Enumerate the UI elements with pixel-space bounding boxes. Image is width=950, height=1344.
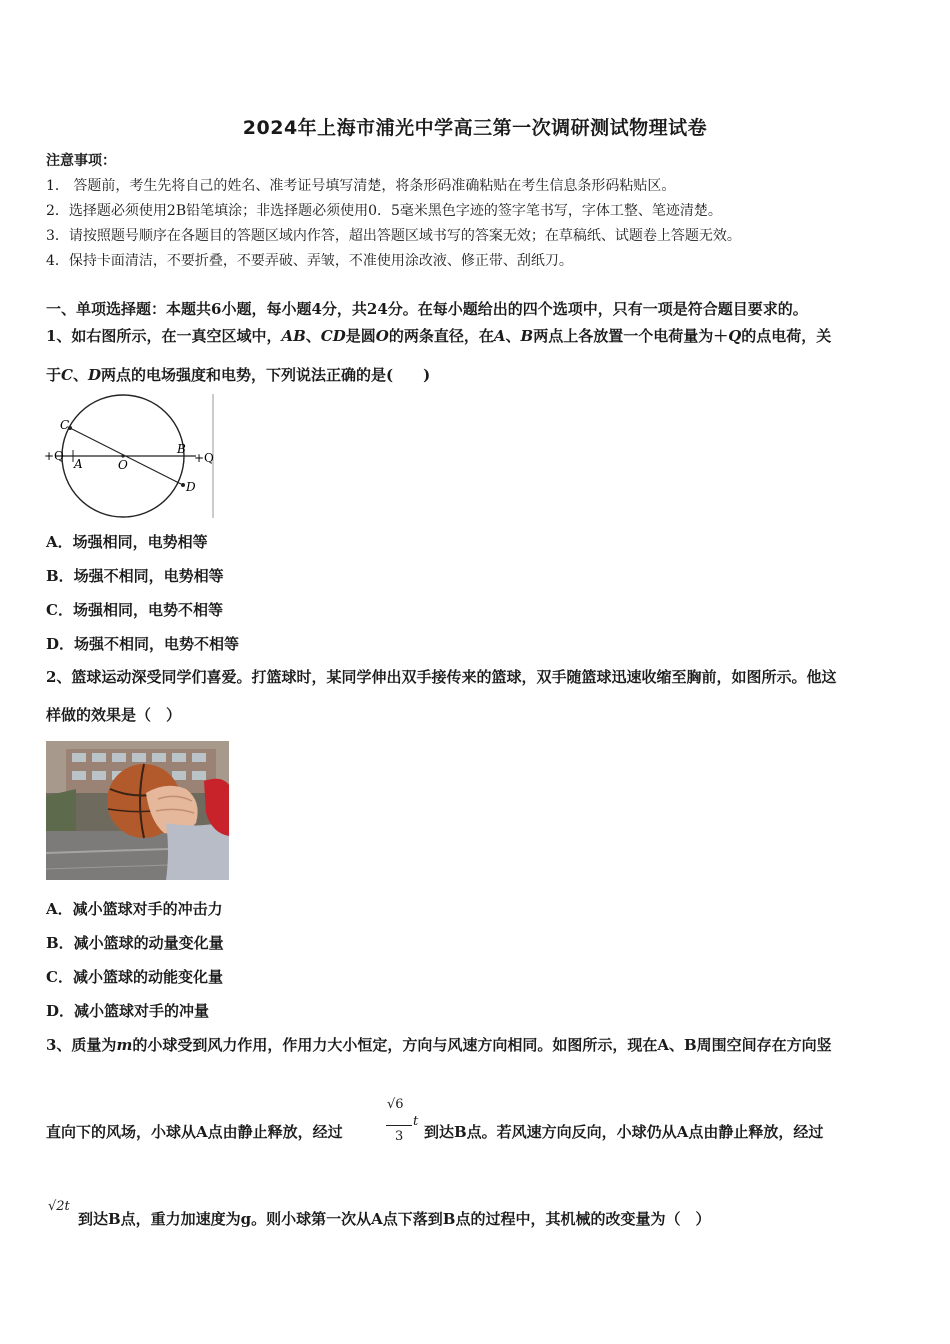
- label-b: B: [177, 442, 186, 456]
- question-1-stem-cont: 于C、D两点的电场强度和电势，下列说法正确的是( ): [46, 366, 431, 384]
- question-3-stem-cont3: 到达B点，重力加速度为g。则小球第一次从A点下落到B点的过程中，其机械的改变量为（ ）: [78, 1210, 711, 1228]
- notice-item: 4．保持卡面清洁，不要折叠，不要弄破、弄皱，不准使用涂改液、修正带、刮纸刀。: [46, 253, 573, 269]
- variable-t: t: [413, 1114, 419, 1129]
- q1-option-a[interactable]: A．场强相同，电势相等: [46, 533, 208, 551]
- notice-item: 1． 答题前，考生先将自己的姓名、准考证号填写清楚，将条形码准确粘贴在考生信息条形码粘贴区。: [46, 178, 676, 194]
- q1-option-d[interactable]: D．场强不相同，电势不相等: [46, 635, 240, 653]
- label-a: A: [74, 457, 83, 471]
- circle-diagram: [44, 392, 219, 520]
- notice-item: 2．选择题必须使用2B铅笔填涂；非选择题必须使用0．5毫米黑色字迹的签字笔书写，字体工整、笔迹清楚。: [46, 203, 722, 219]
- notice-heading: 注意事项：: [46, 153, 116, 169]
- question-3-stem: 3、质量为m的小球受到风力作用，作用力大小恒定，方向与风速方向相同。如图所示，现在A、B周围空间存在方向竖: [46, 1036, 832, 1054]
- section-header: 一、单项选择题：本题共6小题，每小题4分，共24分。在每小题给出的四个选项中，只有一项是符合题目要求的。: [46, 300, 808, 318]
- question-2-stem: 2、篮球运动深受同学们喜爱。打篮球时，某同学伸出双手接传来的篮球，双手随篮球迅速收缩至胸前，如图所示。他这: [46, 668, 837, 686]
- label-charge-right: +Q: [194, 451, 214, 465]
- question-2-stem-cont: 样做的效果是（ ）: [46, 706, 182, 724]
- fraction-denominator: 3: [395, 1129, 404, 1144]
- label-o: O: [118, 458, 128, 472]
- q2-option-a[interactable]: A．减小篮球对手的冲击力: [46, 900, 223, 918]
- sqrt-2t: √2t: [48, 1199, 70, 1214]
- label-d: D: [186, 480, 196, 494]
- notice-item: 3．请按照题号顺序在各题目的答题区域内作答，超出答题区域书写的答案无效；在草稿纸、试题卷上答题无效。: [46, 228, 741, 244]
- page-title: 2024年上海市浦光中学高三第一次调研测试物理试卷: [242, 117, 708, 139]
- label-c: C: [60, 418, 70, 432]
- fraction-bar: [386, 1125, 412, 1126]
- question-1-stem: 1、如右图所示，在一真空区域中，AB、CD是圆O的两条直径，在A、B两点上各放置一个电荷量为＋Q的点电荷，关: [46, 327, 832, 345]
- label-charge-left: +Q: [44, 449, 64, 463]
- basketball-photo: [46, 741, 229, 880]
- q2-option-d[interactable]: D．减小篮球对手的冲量: [46, 1002, 210, 1020]
- question-3-stem-cont2: 到达B点。若风速方向反向，小球仍从A点由静止释放，经过: [424, 1123, 824, 1141]
- q1-option-b[interactable]: B．场强不相同，电势相等: [46, 567, 224, 585]
- question-3-stem-cont: 直向下的风场，小球从A点由静止释放，经过: [46, 1123, 343, 1141]
- q2-option-c[interactable]: C．减小篮球的动能变化量: [46, 968, 223, 986]
- fraction-numerator: √6: [387, 1097, 404, 1112]
- q1-option-c[interactable]: C．场强相同，电势不相等: [46, 601, 223, 619]
- q2-option-b[interactable]: B．减小篮球的动量变化量: [46, 934, 224, 952]
